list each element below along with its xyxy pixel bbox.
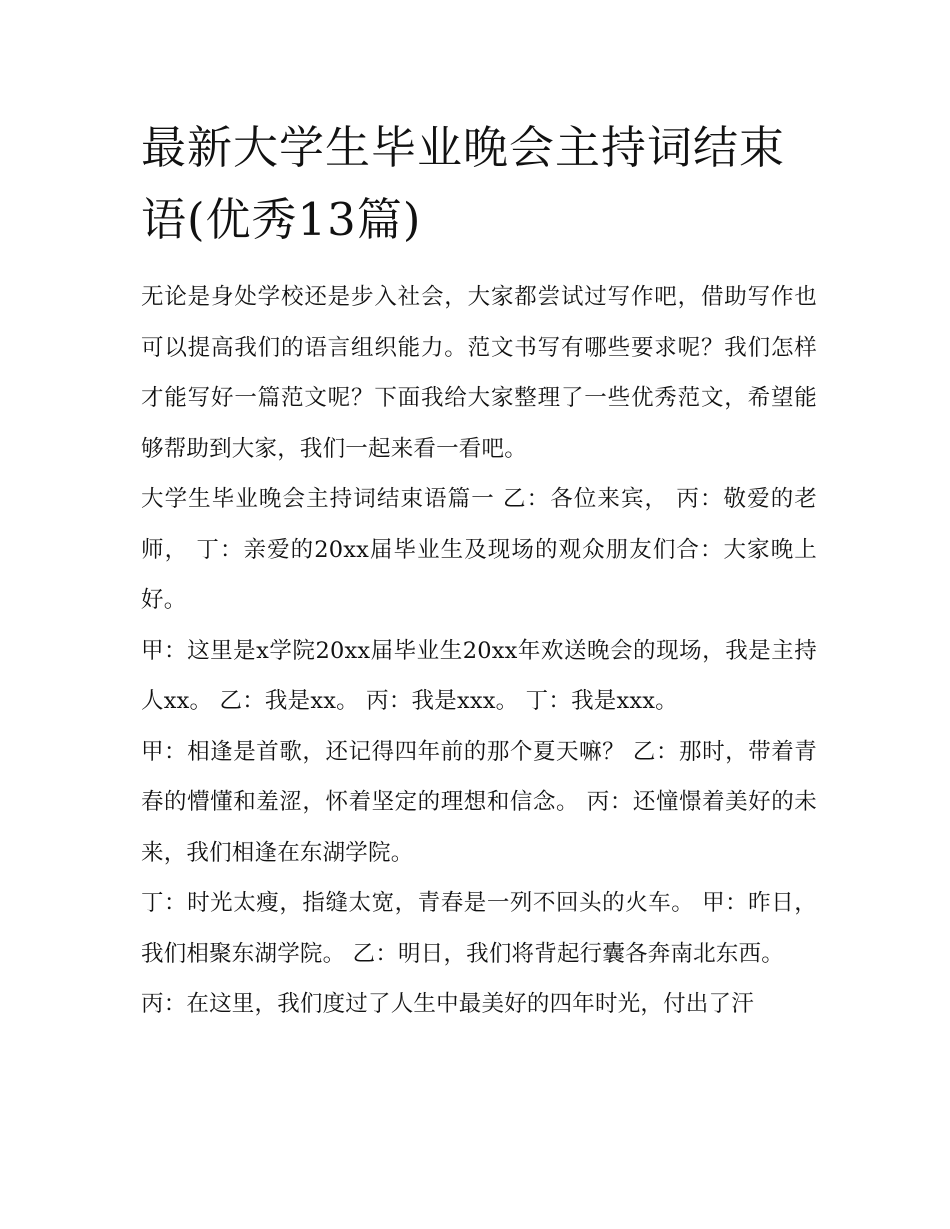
paragraph-memories: 甲：相逢是首歌，还记得四年前的那个夏天嘛？ 乙：那时，带着青春的懵懂和羞涩，怀着坚定的理想和信念。 丙：还憧憬着美好的未来，我们相逢在东湖学院。 <box>141 738 817 866</box>
document-title: 最新大学生毕业晚会主持词结束语(优秀13篇) <box>141 121 786 246</box>
paragraph-hosts: 甲：这里是x学院20xx届毕业生20xx年欢送晚会的现场，我是主持人xx。 乙：我是xx。 丙：我是xxx。 丁：我是xxx。 <box>141 637 817 714</box>
paragraph-closing: 丙：在这里，我们度过了人生中最美好的四年时光，付出了汗 <box>141 991 754 1017</box>
paragraph-intro: 无论是身处学校还是步入社会，大家都尝试过写作吧，借助写作也可以提高我们的语言组织能力。范文书写有哪些要求呢？我们怎样才能写好一篇范文呢？下面我给大家整理了一些优秀范文，希望能够帮助到大家，我们一起来看一看吧。 <box>141 284 817 462</box>
paragraph-greeting: 大学生毕业晚会主持词结束语篇一 乙：各位来宾， 丙：敬爱的老师， 丁：亲爱的20xx届毕业生及现场的观众朋友们合：大家晚上好。 <box>141 486 817 613</box>
paragraph-time: 丁：时光太瘦，指缝太宽，青春是一列不回头的火车。 甲：昨日，我们相聚东湖学院。 乙：明日，我们将背起行囊各奔南北东西。 <box>141 890 817 967</box>
document-body <box>141 112 817 1030</box>
